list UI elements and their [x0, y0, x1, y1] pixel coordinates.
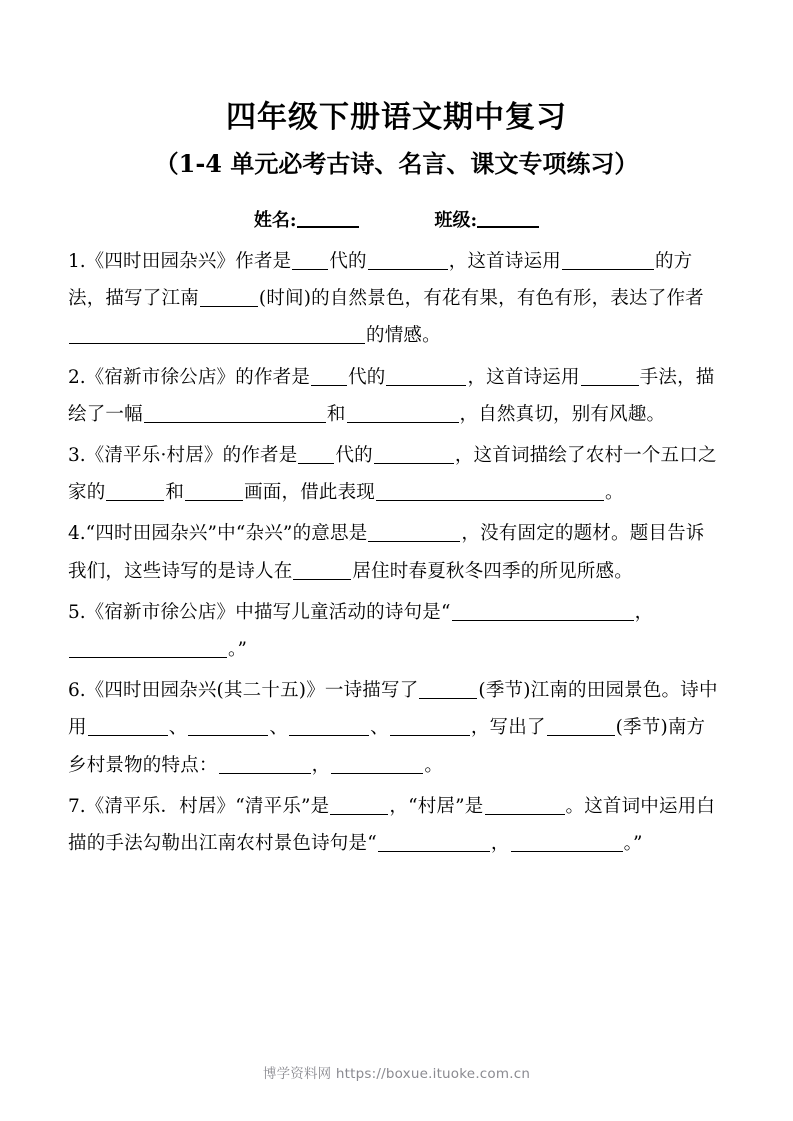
- answer-blank[interactable]: [378, 837, 490, 852]
- answer-blank[interactable]: [200, 292, 258, 307]
- answer-blank[interactable]: [69, 329, 365, 344]
- question-number: 6.: [68, 680, 86, 702]
- question-text-segment: 代的: [348, 366, 386, 388]
- answer-blank[interactable]: [368, 255, 448, 270]
- question-number: 5.: [68, 601, 86, 623]
- answer-blank[interactable]: [88, 721, 168, 736]
- answer-blank[interactable]: [386, 371, 466, 386]
- question-item: [68, 672, 722, 784]
- question-text-segment: 、: [269, 717, 289, 739]
- question-number: 7.: [68, 795, 86, 817]
- student-info-row: [0, 208, 793, 234]
- answer-blank[interactable]: [511, 837, 623, 852]
- question-text-segment: ，“村居”是: [389, 795, 484, 817]
- question-item: [68, 788, 722, 862]
- page-subtitle: （1-4 单元必考古诗、名言、课文专项练习）: [154, 149, 639, 178]
- answer-blank[interactable]: [390, 721, 470, 736]
- question-text-segment: 和: [165, 482, 185, 504]
- question-text-segment: 代的: [335, 445, 373, 467]
- footer-watermark: 博学资料网 https://boxue.ituoke.com.cn: [262, 1066, 531, 1082]
- question-text-segment: ，这首诗运用: [448, 251, 561, 272]
- question-number: 1.: [68, 251, 86, 272]
- answer-blank[interactable]: [311, 371, 347, 386]
- question-text-segment: 的情感。: [366, 325, 441, 347]
- question-text-segment: “四时田园杂兴”中“杂兴”的意思是: [85, 523, 368, 545]
- page-title: 四年级下册语文期中复习: [226, 100, 567, 135]
- class-input-blank[interactable]: [477, 211, 539, 228]
- question-item: [68, 243, 722, 355]
- question-text-segment: ，这首词描绘了农村一个五口之家的: [68, 445, 717, 504]
- class-label: 班级:: [434, 210, 478, 231]
- question-text-segment: 、: [168, 717, 188, 739]
- answer-blank[interactable]: [188, 721, 268, 736]
- answer-blank[interactable]: [368, 527, 460, 542]
- question-text-segment: 居住时春夏秋冬四季的所见所感。: [352, 560, 633, 582]
- question-text-segment: (季节)南方乡村景物的特点：: [68, 717, 706, 776]
- question-text-segment: 。: [424, 754, 444, 776]
- question-text-segment: 《清平乐．村居》“清平乐”是: [85, 795, 330, 817]
- question-text-segment: 《四时田园杂兴》作者是: [85, 251, 292, 272]
- question-text-segment: 手法，描绘了一幅: [68, 366, 715, 425]
- answer-blank[interactable]: [485, 800, 565, 815]
- question-text-segment: ，这首诗运用: [467, 366, 580, 388]
- answer-blank[interactable]: [219, 759, 311, 774]
- question-text-segment: 画面，借此表现: [244, 482, 376, 504]
- question-text-segment: (时间)的自然景色，有花有果，有色有形，表达了作者: [258, 288, 704, 310]
- question-item: [68, 437, 722, 511]
- question-text-segment: ，写出了: [470, 717, 546, 739]
- question-item: [68, 359, 722, 433]
- answer-blank[interactable]: [331, 759, 423, 774]
- question-text-segment: (季节)江南的田园景色。诗中用: [68, 680, 718, 739]
- answer-blank[interactable]: [330, 800, 388, 815]
- answer-blank[interactable]: [452, 606, 634, 621]
- answer-blank[interactable]: [347, 408, 459, 423]
- answer-blank[interactable]: [292, 255, 328, 270]
- question-text-segment: ，: [490, 833, 510, 855]
- question-text-segment: ，自然真切，别有风趣。: [459, 403, 666, 425]
- answer-blank[interactable]: [144, 408, 326, 423]
- question-text-segment: 。: [605, 482, 624, 504]
- question-text-segment: 《清平乐·村居》的作者是: [85, 445, 298, 467]
- question-item: [68, 594, 722, 668]
- question-item: [68, 515, 722, 589]
- question-text-segment: 。”: [623, 833, 643, 855]
- answer-blank[interactable]: [298, 449, 334, 464]
- questions-container: [68, 243, 722, 862]
- question-text-segment: 、: [370, 717, 389, 739]
- question-number: 3.: [68, 445, 86, 467]
- answer-blank[interactable]: [419, 684, 477, 699]
- answer-blank[interactable]: [185, 486, 243, 501]
- question-text-segment: 。这首词中运用白描的手法勾勒出江南农村景色诗句是“: [68, 795, 716, 855]
- question-text-segment: 《宿新市徐公店》的作者是: [85, 366, 311, 388]
- question-text-segment: 《四时田园杂兴(其二十五)》一诗描写了: [85, 680, 419, 702]
- answer-blank[interactable]: [581, 371, 639, 386]
- question-text-segment: ，: [634, 601, 654, 623]
- answer-blank[interactable]: [106, 486, 164, 501]
- question-number: 4.: [68, 523, 86, 545]
- question-text-segment: 代的: [329, 251, 367, 272]
- question-text-segment: 。”: [228, 639, 248, 661]
- answer-blank[interactable]: [374, 449, 454, 464]
- name-label: 姓名:: [253, 210, 297, 231]
- question-text-segment: ，: [311, 754, 331, 776]
- question-text-segment: 《宿新市徐公店》中描写儿童活动的诗句是“: [85, 601, 451, 623]
- answer-blank[interactable]: [562, 255, 654, 270]
- answer-blank[interactable]: [289, 721, 369, 736]
- question-text-segment: ，没有固定的题材。题目告诉我们，这些诗写的是诗人在: [68, 523, 705, 582]
- answer-blank[interactable]: [547, 721, 615, 736]
- answer-blank[interactable]: [69, 643, 227, 658]
- question-text-segment: 的方法，描写了江南: [68, 251, 693, 310]
- answer-blank[interactable]: [293, 565, 351, 580]
- question-text-segment: 和: [326, 403, 346, 425]
- title-block: [0, 98, 793, 181]
- answer-blank[interactable]: [376, 486, 604, 501]
- question-number: 2.: [68, 366, 86, 388]
- name-input-blank[interactable]: [297, 211, 359, 228]
